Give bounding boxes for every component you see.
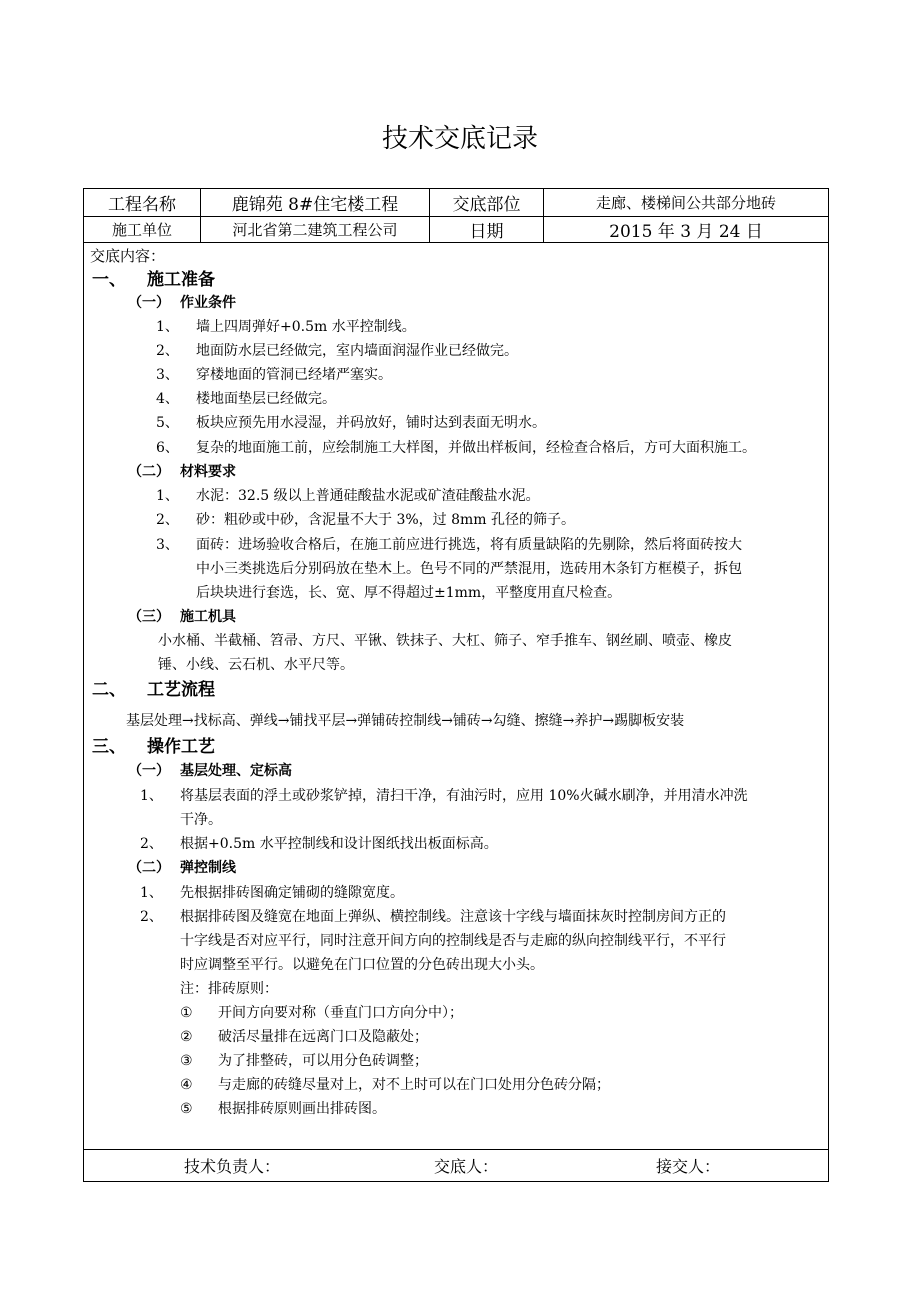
list-item-number: 3、	[156, 367, 179, 383]
list-item: 先根据排砖图确定铺砌的缝隙宽度。	[180, 885, 404, 901]
receiver-label: 接交人：	[656, 1157, 721, 1176]
header-row-2	[84, 217, 828, 243]
disclosure-table	[83, 188, 829, 1182]
list-item-number: 2、	[140, 909, 163, 925]
sub-3-1-title: 基层处理、定标高	[180, 763, 292, 779]
list-item: 穿楼地面的管洞已经堵严塞实。	[196, 367, 392, 383]
date-label: 日期	[430, 217, 544, 242]
discloser-label: 交底人：	[434, 1157, 499, 1176]
rule-number: ④	[180, 1077, 193, 1093]
list-item: 面砖：进场验收合格后，在施工前应进行挑选，将有质量缺陷的先剔除，然后将面砖按大	[196, 537, 742, 553]
list-item: 复杂的地面施工前，应绘制施工大样图，并做出样板间，经检查合格后，方可大面积施工。	[196, 440, 756, 456]
content-label: 交底内容：	[90, 247, 166, 265]
list-item-number: 1、	[140, 788, 163, 804]
list-item: 根据+0.5m 水平控制线和设计图纸找出板面标高。	[180, 836, 498, 852]
section-2-number: 二、	[92, 680, 126, 700]
note-label: 注：排砖原则：	[180, 981, 278, 997]
list-item-number: 3、	[156, 537, 179, 553]
sub-3-2-number: （二）	[128, 860, 170, 876]
tech-lead-label: 技术负责人：	[184, 1157, 281, 1176]
list-item-continued: 中小三类挑选后分别码放在垫木上。色号不同的严禁混用，选砖用木条钉方框模子，拆包	[196, 561, 742, 577]
sub-3-2-title: 弹控制线	[180, 860, 236, 876]
section-1-number: 一、	[92, 270, 126, 290]
rule-number: ①	[180, 1005, 193, 1021]
unit-value: 河北省第二建筑工程公司	[201, 217, 430, 242]
section-3-title: 操作工艺	[147, 737, 215, 757]
rule-item: 开间方向要对称（垂直门口方向分中）；	[218, 1005, 463, 1021]
list-item: 水泥：32.5 级以上普通硅酸盐水泥或矿渣硅酸盐水泥。	[196, 488, 540, 504]
rule-number: ③	[180, 1053, 193, 1069]
list-item-number: 2、	[156, 512, 179, 528]
page-title: 技术交底记录	[381, 124, 538, 154]
sub-1-2-title: 材料要求	[180, 464, 236, 480]
sub-3-1-number: （一）	[128, 763, 170, 779]
part-value: 走廊、楼梯间公共部分地砖	[595, 194, 776, 212]
rule-item: 根据排砖原则画出排砖图。	[218, 1101, 386, 1117]
list-item-number: 5、	[156, 415, 179, 431]
unit-label: 施工单位	[84, 217, 201, 242]
sub-1-1-title: 作业条件	[180, 295, 236, 311]
list-item: 墙上四周弹好+0.5m 水平控制线。	[196, 319, 416, 335]
rule-item: 为了排整砖，可以用分色砖调整；	[218, 1053, 428, 1069]
list-item: 楼地面垫层已经做完。	[196, 391, 336, 407]
list-item-continued: 后块块进行套选，长、宽、厚不得超过±1mm，平整度用直尺检查。	[196, 585, 622, 601]
list-item-number: 6、	[156, 440, 179, 456]
list-item-number: 1、	[140, 885, 163, 901]
list-item: 地面防水层已经做完，室内墙面润湿作业已经做完。	[196, 343, 518, 359]
footer-divider	[84, 1149, 828, 1150]
header-row-1	[84, 189, 828, 217]
list-item: 砂：粗砂或中砂，含泥量不大于 3%，过 8mm 孔径的筛子。	[196, 512, 576, 528]
list-item-number: 1、	[156, 319, 179, 335]
project-label: 工程名称	[84, 189, 201, 216]
rule-item: 与走廊的砖缝尽量对上，对不上时可以在门口处用分色砖分隔；	[218, 1077, 610, 1093]
part-label: 交底部位	[430, 189, 544, 216]
section-2-title: 工艺流程	[147, 680, 215, 700]
section-1-title: 施工准备	[147, 270, 215, 290]
rule-number: ②	[180, 1029, 193, 1045]
list-item-number: 2、	[156, 343, 179, 359]
rule-item: 破活尽量排在远离门口及隐蔽处；	[218, 1029, 428, 1045]
section-3-number: 三、	[92, 737, 126, 757]
list-item: 将基层表面的浮土或砂浆铲掉，清扫干净，有油污时，应用 10%火碱水刷净，并用清水冲洗	[180, 788, 748, 804]
list-item: 根据排砖图及缝宽在地面上弹纵、横控制线。注意该十字线与墙面抹灰时控制房间方正的	[180, 909, 726, 925]
list-item: 板块应预先用水浸湿，并码放好，铺时达到表面无明水。	[196, 415, 546, 431]
date-value: 2015 年 3 月 24 日	[609, 222, 763, 242]
project-value: 鹿锦苑 8#住宅楼工程	[201, 189, 430, 216]
rule-number: ⑤	[180, 1101, 193, 1117]
list-item-number: 1、	[156, 488, 179, 504]
list-item-continued: 干净。	[180, 812, 222, 828]
sub-1-1-number: （一）	[128, 295, 170, 311]
tools-line-1: 小水桶、半截桶、笤帚、方尺、平锹、铁抹子、大杠、筛子、窄手推车、钢丝刷、喷壶、橡皮	[158, 633, 732, 649]
list-item-number: 2、	[140, 836, 163, 852]
process-flow: 基层处理→找标高、弹线→铺找平层→弹铺砖控制线→铺砖→勾缝、擦缝→养护→踢脚板安装	[126, 713, 685, 729]
tools-line-2: 锤、小线、云石机、水平尺等。	[158, 657, 354, 673]
sub-1-3-title: 施工机具	[180, 609, 236, 625]
list-item-continued: 十字线是否对应平行，同时注意开间方向的控制线是否与走廊的纵向控制线平行，不平行	[180, 933, 726, 949]
sub-1-2-number: （二）	[128, 464, 170, 480]
sub-1-3-number: （三）	[128, 609, 170, 625]
list-item-continued: 时应调整至平行。以避免在门口位置的分色砖出现大小头。	[180, 957, 544, 973]
list-item-number: 4、	[156, 391, 179, 407]
